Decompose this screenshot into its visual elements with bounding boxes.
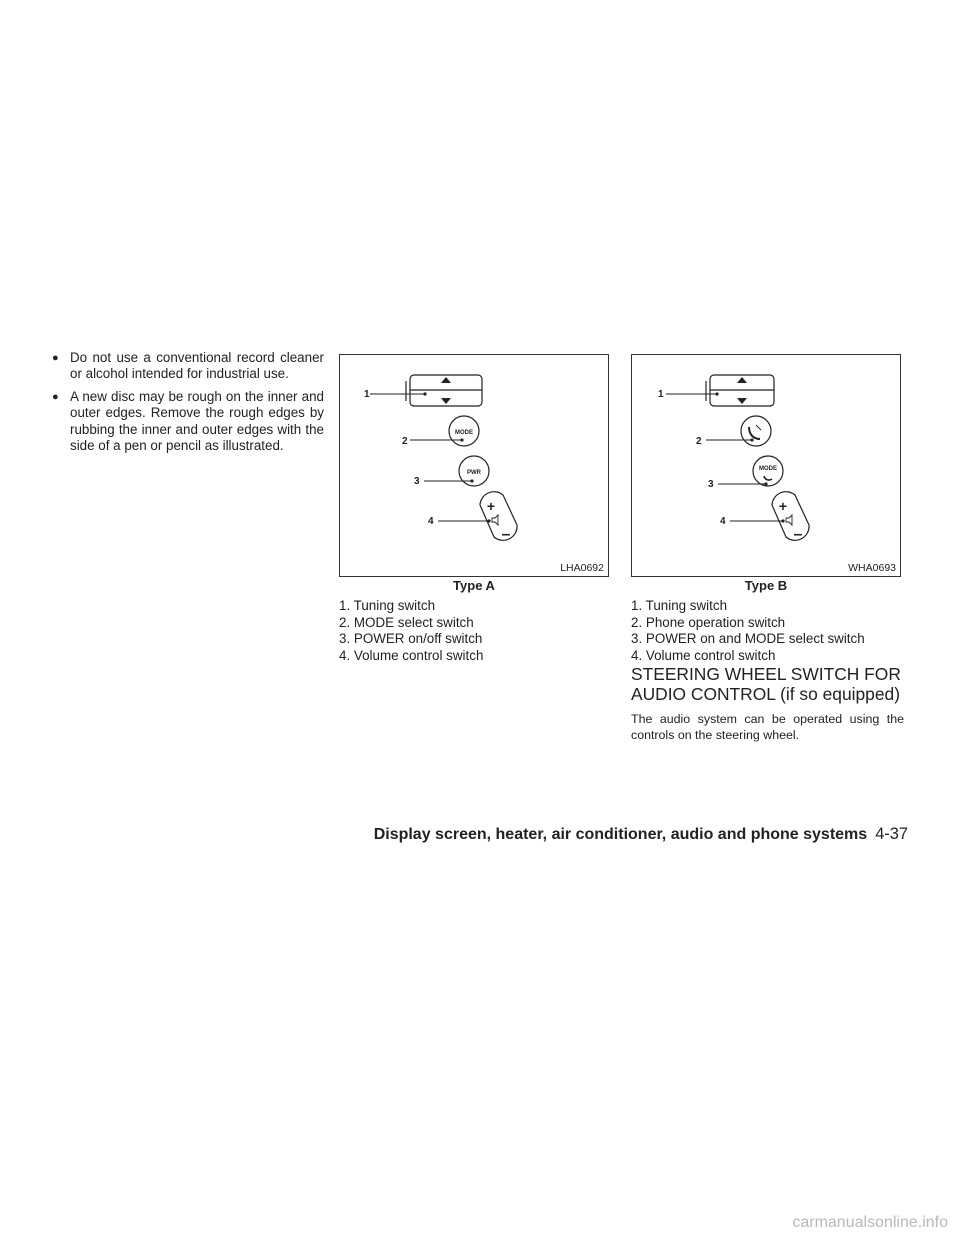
section-heading [631, 665, 921, 704]
figure-code: WHA0693 [848, 562, 896, 574]
callout-1: 1 [364, 389, 370, 400]
page-footer [0, 825, 908, 844]
power-button-label: PWR [467, 470, 481, 476]
bullet-dot-icon: ● [52, 352, 59, 364]
legend-item: 2. MODE select switch [339, 614, 474, 630]
minus-icon: – [501, 526, 511, 543]
callout-2: 2 [402, 436, 408, 447]
bullet-item [52, 389, 324, 455]
callout-4: 4 [720, 516, 726, 527]
phone-hangup-icon [764, 476, 772, 480]
legend-type-b [631, 598, 865, 664]
legend-item: 1. Tuning switch [339, 598, 436, 613]
plus-icon: + [486, 498, 496, 514]
legend-item: 4. Volume control switch [339, 647, 484, 663]
minus-icon: – [793, 526, 803, 543]
legend-item: 2. Phone operation switch [631, 614, 786, 630]
bullet-text: Do not use a conventional record cleaner or alcohol intended for industrial use. [70, 350, 324, 382]
arrow-up-icon [441, 377, 451, 383]
bullet-text: A new disc may be rough on the inner and outer edges. Remove the rough edges by rubbing the inner and outer edges with the side of a pen or pencil as illustrated. [70, 388, 324, 454]
bullet-dot-icon: ● [52, 390, 59, 403]
switch-illustration-a [340, 355, 608, 576]
phone-button-shape [741, 416, 771, 446]
bullet-list [52, 350, 324, 460]
figure-type-b [631, 354, 901, 577]
callout-2: 2 [696, 436, 702, 447]
figure-code: LHA0692 [560, 562, 604, 574]
speaker-icon [786, 515, 792, 525]
callout-1: 1 [658, 389, 664, 400]
callout-4: 4 [428, 516, 434, 527]
legend-type-a [339, 598, 483, 664]
bullet-item [52, 350, 324, 383]
section-heading-line: STEERING WHEEL SWITCH FOR [631, 664, 901, 684]
legend-item: 3. POWER on and MODE select switch [631, 631, 865, 647]
section-body: The audio system can be operated using the controls on the steering wheel. [631, 712, 904, 742]
section-heading-line: AUDIO CONTROL (if so equipped) [631, 683, 900, 704]
volume-switch-shape-a [480, 492, 517, 541]
legend-item: 3. POWER on/off switch [339, 631, 483, 647]
callout-3: 3 [414, 476, 420, 487]
plus-icon: + [778, 498, 788, 514]
watermark: carmanualsonline.info [792, 1214, 948, 1231]
figure-caption: Type A [453, 578, 495, 593]
legend-item: 4. Volume control switch [631, 647, 776, 663]
phone-icon [749, 427, 760, 439]
switch-illustration-b [632, 355, 900, 576]
speaker-icon [492, 515, 498, 525]
mode-button-label: MODE [759, 466, 777, 472]
arrow-up-icon [737, 377, 747, 383]
figure-type-a [339, 354, 609, 577]
legend-item: 1. Tuning switch [631, 598, 728, 613]
chapter-title: Display screen, heater, air conditioner, audio and phone systems [373, 826, 868, 843]
callout-3: 3 [708, 479, 714, 490]
page-number: 4-37 [875, 825, 908, 843]
arrow-down-icon [737, 398, 747, 404]
mode-button-label: MODE [455, 430, 473, 436]
figure-caption: Type B [744, 578, 788, 593]
arrow-down-icon [441, 398, 451, 404]
